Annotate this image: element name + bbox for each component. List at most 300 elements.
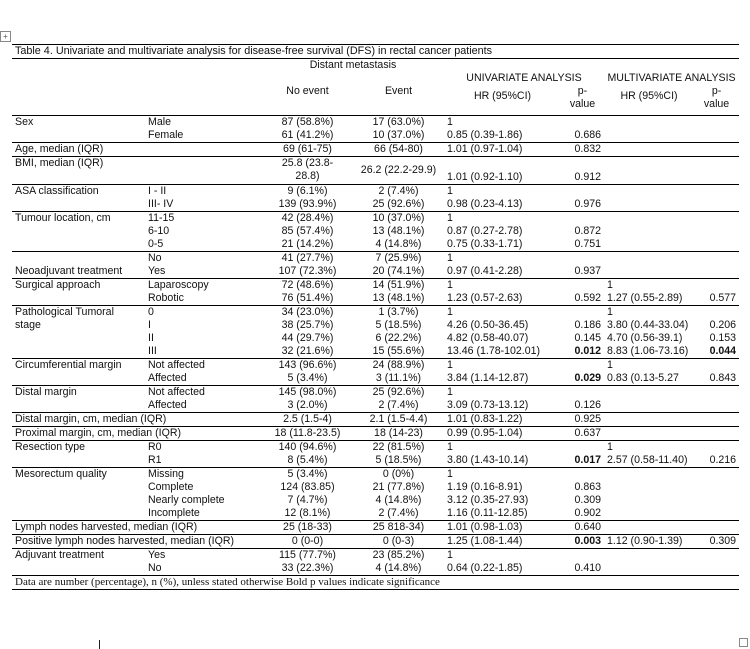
category-cell: Affected [148, 398, 187, 411]
no-event-cell: 41 (27.7%) [262, 251, 353, 265]
table-row [12, 115, 739, 129]
table-row [12, 358, 739, 372]
uni-p-cell: 0.637 [561, 426, 604, 440]
univariate-header: UNIVARIATE ANALYSIS [466, 72, 582, 84]
event-cell: 10 (37.0%) [372, 128, 425, 141]
uni-hr-cell: 4.82 (0.58-40.07) [447, 331, 529, 344]
event-cell: 5 (18.5%) [375, 318, 422, 331]
variable-cell [12, 372, 145, 386]
uni-hr-cell: 1 [444, 115, 561, 129]
table-row [12, 198, 739, 212]
variable-cell: Pathological Tumoral [12, 305, 145, 319]
uni-p-cell: 0.912 [561, 156, 604, 184]
variable-cell: Neoadjuvant treatment [15, 264, 123, 277]
uni-hr-cell: 0.85 (0.39-1.86) [447, 128, 523, 141]
uni-p-cell: 0.003 [561, 534, 604, 548]
uni-hr-cell: 0.75 (0.33-1.71) [447, 237, 523, 250]
uni-p-cell: 0.410 [574, 561, 601, 574]
multi-hr-cell [604, 184, 694, 198]
table-caption: Table 4. Univariate and multivariate analysis for disease-free survival (DFS) in rectal cancer patients [12, 45, 739, 59]
multi-hr-cell: 8.83 (1.06-73.16) [607, 344, 689, 357]
multi-hr-cell [604, 198, 694, 212]
multi-p-cell [694, 399, 739, 413]
uni-p-cell: 0.686 [574, 128, 601, 141]
event-cell: 7 (25.9%) [353, 251, 444, 265]
table-row [12, 412, 739, 426]
no-event-cell: 76 (51.4%) [281, 291, 334, 304]
event-cell: 21 (77.8%) [372, 480, 425, 493]
multi-p-cell [694, 440, 739, 454]
table-row [12, 319, 739, 332]
uni-hr-cell: 1.01 (0.98-1.03) [444, 520, 561, 534]
event-cell: 17 (63.0%) [353, 115, 444, 129]
uni-hr-cell: 1 [444, 251, 561, 265]
no-event-cell: 34 (23.0%) [262, 305, 353, 319]
multi-p-cell [694, 507, 739, 521]
variable-cell: Surgical approach [12, 278, 145, 292]
uni-p-cell [561, 358, 604, 372]
event-cell: 25 (92.6%) [353, 385, 444, 399]
variable-cell [12, 345, 145, 359]
no-event-cell: 140 (94.6%) [262, 440, 353, 454]
multi-p-cell [694, 265, 739, 279]
uni-p-cell [561, 184, 604, 198]
uni-p-cell: 0.976 [574, 197, 601, 210]
multi-hr-cell: 0.83 (0.13-5.27 [607, 371, 679, 384]
table-row [12, 278, 739, 292]
event-cell: 14 (51.9%) [353, 278, 444, 292]
no-event-cell: 72 (48.6%) [262, 278, 353, 292]
table-row [12, 292, 739, 306]
table-row [12, 251, 739, 265]
event-cell: 20 (74.1%) [372, 264, 425, 277]
multi-p-cell [694, 358, 739, 372]
no-event-cell: 124 (83.85) [280, 480, 335, 493]
multi-p-cell [694, 426, 739, 440]
uni-p-cell: 0.592 [574, 291, 601, 304]
uni-hr-cell: 4.26 (0.50-36.45) [447, 318, 529, 331]
category-cell: II [148, 331, 154, 344]
multi-p-cell: 0.843 [709, 371, 737, 384]
multi-hr-cell [604, 251, 694, 265]
table-move-handle[interactable]: + [0, 31, 11, 42]
uni-p-cell [561, 548, 604, 562]
uni-hr-cell: 1.16 (0.11-12.85) [447, 506, 528, 519]
uni-p-cell [561, 278, 604, 292]
event-cell: 24 (88.9%) [353, 358, 444, 372]
table-row [12, 562, 739, 576]
uni-p-cell [561, 305, 604, 319]
uni-hr-cell: 1 [444, 184, 561, 198]
uni-p-cell: 0.925 [561, 412, 604, 426]
uni-p-cell [561, 115, 604, 129]
event-cell: 23 (85.2%) [353, 548, 444, 562]
variable-cell [12, 399, 145, 413]
multi-p-cell: 0.153 [709, 331, 737, 344]
category-cell: No [145, 251, 262, 265]
text-cursor [99, 640, 100, 649]
multi-hr-cell [604, 238, 694, 252]
no-event-cell: 8 (5.4%) [287, 453, 328, 466]
category-cell: R1 [148, 453, 162, 466]
variable-cell: Sex [12, 115, 145, 129]
no-event-cell: 25 (18-33) [262, 520, 353, 534]
table-row [12, 238, 739, 252]
no-event-cell: 61 (41.2%) [281, 128, 334, 141]
multi-hr-cell [604, 412, 694, 426]
category-cell: Not affected [145, 358, 262, 372]
event-cell: 1 (3.7%) [353, 305, 444, 319]
no-event-cell: 12 (8.1%) [284, 506, 331, 519]
multi-hr-cell: 1.12 (0.90-1.39) [604, 534, 694, 548]
category-cell: 6-10 [148, 224, 170, 237]
uni-hr-cell: 1.19 (0.16-8.91) [447, 480, 523, 493]
no-event-header: No event [286, 85, 329, 97]
uni-p-cell: 0.937 [574, 264, 601, 277]
category-cell: Nearly complete [148, 493, 225, 506]
category-cell: No [148, 561, 162, 574]
no-event-cell: 38 (25.7%) [281, 318, 334, 331]
category-cell: 0 [145, 305, 262, 319]
no-event-cell: 25.8 (23.8- 28.8) [262, 156, 353, 184]
no-event-cell: 115 (77.7%) [262, 548, 353, 562]
uni-hr-cell: 1.25 (1.08-1.44) [444, 534, 561, 548]
variable-cell: Tumour location, cm [12, 211, 145, 225]
uni-p-cell: 0.872 [574, 224, 601, 237]
table-row [12, 332, 739, 345]
uni-hr-cell: 1 [444, 467, 561, 481]
table-row [12, 372, 739, 386]
variable-cell: Resection type [12, 440, 145, 454]
uni-hr-cell: 1 [444, 305, 561, 319]
table-row [12, 454, 739, 468]
event-cell: 22 (81.5%) [353, 440, 444, 454]
uni-hr-cell: 1 [444, 385, 561, 399]
uni-hr-cell: 1.01 (0.92-1.10) [444, 156, 561, 184]
table-row [12, 142, 739, 156]
event-cell: 5 (18.5%) [375, 453, 422, 466]
no-event-cell: 44 (29.7%) [281, 331, 334, 344]
multi-hr-cell: 3.80 (0.44-33.04) [607, 318, 689, 331]
no-event-cell: 0 (0-0) [262, 534, 353, 548]
variable-cell: ASA classification [12, 184, 145, 198]
event-cell: 13 (48.1%) [372, 224, 425, 237]
table-row [12, 265, 739, 279]
uni-hr-cell: 1 [444, 548, 561, 562]
multi-hr-cell [604, 467, 694, 481]
uni-p-cell [561, 385, 604, 399]
event-cell: 0 (0%) [353, 467, 444, 481]
variable-cell: stage [15, 318, 41, 331]
no-event-cell: 5 (3.4%) [287, 371, 328, 384]
category-cell: Yes [145, 548, 262, 562]
event-cell: 18 (14-23) [353, 426, 444, 440]
uni-hr-cell: 3.84 (1.14-12.87) [447, 371, 529, 384]
multi-hr-cell [604, 142, 694, 156]
event-cell: 25 818-34) [353, 520, 444, 534]
category-cell: Affected [148, 371, 187, 384]
category-cell: III [148, 344, 157, 357]
table-row [12, 399, 739, 413]
event-cell: 4 (14.8%) [375, 493, 422, 506]
category-cell: I - II [145, 184, 262, 198]
multi-hr-cell [604, 562, 694, 576]
table-row [12, 305, 739, 319]
distant-metastasis-header: Distant metastasis [309, 59, 397, 71]
multi-hr-cell: 1 [604, 278, 694, 292]
event-cell: 10 (37.0%) [353, 211, 444, 225]
category-cell: Robotic [148, 291, 184, 304]
category-cell: R0 [145, 440, 262, 454]
no-event-cell: 42 (28.4%) [262, 211, 353, 225]
uni-p-cell: 0.012 [574, 344, 601, 357]
event-cell: 13 (48.1%) [372, 291, 425, 304]
event-cell: 2 (7.4%) [378, 398, 419, 411]
table-row [12, 507, 739, 521]
multi-hr-cell: 1 [604, 305, 694, 319]
multi-hr-cell [604, 385, 694, 399]
category-cell: I [148, 318, 151, 331]
multi-hr-cell [604, 426, 694, 440]
table-row [12, 426, 739, 440]
multi-hr-cell: 1 [604, 358, 694, 372]
variable-cell: Age, median (IQR) [12, 142, 262, 156]
multi-hr-cell [604, 115, 694, 129]
uni-hr-cell: 1 [444, 440, 561, 454]
uni-hr-cell: 1 [444, 211, 561, 225]
category-cell: Yes [148, 264, 166, 277]
uni-p-cell: 0.863 [574, 480, 601, 493]
event-header: Event [384, 85, 413, 97]
uni-p-cell: 0.309 [574, 493, 601, 506]
uni-hr-cell: 0.87 (0.27-2.78) [447, 224, 523, 237]
multi-p-cell [694, 481, 739, 494]
no-event-cell: 7 (4.7%) [287, 493, 328, 506]
event-cell: 0 (0-3) [353, 534, 444, 548]
uni-hr-cell: 0.97 (0.41-2.28) [447, 264, 523, 277]
event-cell: 15 (55.6%) [372, 344, 425, 357]
uni-hr-header: HR (95%CI) [473, 90, 532, 102]
multi-p-cell [694, 520, 739, 534]
variable-cell: BMI, median (IQR) [12, 156, 262, 184]
multi-hr-cell: 1.27 (0.55-2.89) [607, 291, 683, 304]
multi-p-cell [694, 412, 739, 426]
multi-p-cell [694, 305, 739, 319]
table-resize-handle[interactable] [739, 638, 748, 647]
variable-cell [12, 129, 145, 143]
no-event-cell: 32 (21.6%) [281, 344, 334, 357]
multi-p-cell: 0.044 [709, 344, 737, 357]
table-row [12, 184, 739, 198]
variable-cell: Distal margin [12, 385, 145, 399]
multi-hr-cell: 2.57 (0.58-11.40) [607, 453, 688, 466]
uni-p-cell: 0.017 [574, 453, 601, 466]
no-event-cell: 33 (22.3%) [281, 561, 334, 574]
category-cell: 11-15 [145, 211, 262, 225]
table-row [12, 481, 739, 494]
variable-cell: Proximal margin, cm, median (IQR) [12, 426, 262, 440]
multi-hr-cell [604, 481, 694, 494]
event-cell: 2.1 (1.5-4.4) [353, 412, 444, 426]
no-event-cell: 3 (2.0%) [287, 398, 328, 411]
multi-p-cell [694, 184, 739, 198]
no-event-cell: 139 (93.9%) [278, 197, 337, 210]
multi-hr-cell [604, 399, 694, 413]
multi-hr-cell [604, 156, 694, 184]
multi-p-cell [694, 211, 739, 225]
uni-hr-cell: 3.80 (1.43-10.14) [447, 453, 529, 466]
event-cell: 4 (14.8%) [375, 561, 422, 574]
variable-cell [12, 238, 145, 252]
table-footnote: Data are number (percentage), n (%), unless stated otherwise Bold p values indicate significance [12, 575, 739, 589]
category-cell: Laparoscopy [145, 278, 262, 292]
table-row [12, 385, 739, 399]
uni-hr-cell: 0.64 (0.22-1.85) [447, 561, 523, 574]
event-cell: 2 (7.4%) [378, 506, 419, 519]
multi-hr-cell: 1 [604, 440, 694, 454]
category-cell: Missing [145, 467, 262, 481]
multi-hr-cell [604, 265, 694, 279]
table-row [12, 494, 739, 507]
multi-p-cell [694, 548, 739, 562]
uni-p-cell [561, 211, 604, 225]
no-event-cell: 143 (96.6%) [262, 358, 353, 372]
uni-hr-cell: 1.01 (0.97-1.04) [444, 142, 561, 156]
table-row [12, 440, 739, 454]
event-cell: 2 (7.4%) [353, 184, 444, 198]
uni-hr-cell: 13.46 (1.78-102.01) [447, 344, 541, 357]
event-cell: 6 (22.2%) [375, 331, 422, 344]
multi-hr-cell [604, 507, 694, 521]
table-row [12, 520, 739, 534]
event-cell: 3 (11.1%) [375, 371, 422, 384]
uni-hr-cell: 3.12 (0.35-27.93) [447, 493, 529, 506]
multi-hr-cell [604, 548, 694, 562]
category-cell: Incomplete [148, 506, 200, 519]
multi-hr-cell: 4.70 (0.56-39.1) [607, 331, 683, 344]
multi-p-cell [694, 115, 739, 129]
uni-p-cell: 0.126 [574, 398, 601, 411]
variable-cell: Positive lymph nodes harvested, median (IQR) [12, 534, 262, 548]
event-cell: 66 (54-80) [353, 142, 444, 156]
variable-cell [12, 494, 145, 507]
variable-cell: Mesorectum quality [12, 467, 145, 481]
multi-p-cell [694, 156, 739, 184]
variable-cell: Lymph nodes harvested, median (IQR) [12, 520, 262, 534]
variable-cell [12, 198, 145, 212]
multi-p-cell: 0.216 [709, 453, 737, 466]
uni-p-cell: 0.029 [574, 371, 601, 384]
multi-p-cell: 0.577 [709, 291, 737, 304]
multi-hr-cell [604, 225, 694, 238]
multi-p-cell [694, 494, 739, 507]
table-row [12, 345, 739, 359]
no-event-cell: 2.5 (1.5-4) [262, 412, 353, 426]
uni-hr-cell: 1.23 (0.57-2.63) [447, 291, 523, 304]
uni-p-cell [561, 467, 604, 481]
category-cell: 0-5 [148, 237, 164, 250]
uni-p-cell [561, 440, 604, 454]
multi-hr-cell [604, 129, 694, 143]
variable-cell [12, 454, 145, 468]
uni-p-header: p- value [569, 85, 596, 110]
table-row [12, 225, 739, 238]
variable-cell: Adjuvant treatment [12, 548, 145, 562]
no-event-cell: 87 (58.8%) [262, 115, 353, 129]
no-event-cell: 5 (3.4%) [262, 467, 353, 481]
multi-p-cell [694, 129, 739, 143]
no-event-cell: 18 (11.8-23.5) [262, 426, 353, 440]
category-cell: Complete [148, 480, 194, 493]
variable-cell [12, 332, 145, 345]
uni-p-cell: 0.640 [561, 520, 604, 534]
uni-p-cell: 0.145 [574, 331, 601, 344]
variable-cell: Circumferential margin [12, 358, 145, 372]
no-event-cell: 69 (61-75) [262, 142, 353, 156]
table-row [12, 467, 739, 481]
uni-p-cell: 0.186 [574, 318, 601, 331]
dfs-analysis-table [12, 44, 739, 590]
multivariate-header: MULTIVARIATE ANALYSIS [607, 72, 736, 84]
multi-p-cell [694, 562, 739, 576]
no-event-cell: 9 (6.1%) [262, 184, 353, 198]
multi-p-cell [694, 251, 739, 265]
multi-p-cell [694, 225, 739, 238]
table-row [12, 129, 739, 143]
uni-hr-cell: 1 [444, 358, 561, 372]
variable-cell [12, 251, 145, 265]
no-event-cell: 145 (98.0%) [262, 385, 353, 399]
uni-hr-cell: 1.01 (0.83-1.22) [444, 412, 561, 426]
variable-cell [12, 562, 145, 576]
uni-p-cell: 0.832 [561, 142, 604, 156]
uni-hr-cell: 3.09 (0.73-13.12) [447, 398, 529, 411]
category-cell: Male [145, 115, 262, 129]
category-cell: Not affected [145, 385, 262, 399]
multi-p-cell [694, 142, 739, 156]
table-row [12, 156, 739, 184]
multi-p-cell [694, 385, 739, 399]
table-row [12, 548, 739, 562]
uni-p-cell: 0.902 [574, 506, 601, 519]
variable-cell [12, 481, 145, 494]
multi-p-cell [694, 238, 739, 252]
no-event-cell: 21 (14.2%) [281, 237, 334, 250]
uni-p-cell: 0.751 [574, 237, 601, 250]
multi-p-cell: 0.309 [694, 534, 739, 548]
uni-hr-cell: 0.99 (0.95-1.04) [444, 426, 561, 440]
event-cell: 26.2 (22.2-29.9) [353, 156, 444, 184]
variable-cell [12, 292, 145, 306]
category-cell: III- IV [148, 197, 174, 210]
multi-p-cell [694, 278, 739, 292]
variable-cell [12, 507, 145, 521]
multi-hr-cell [604, 520, 694, 534]
multi-p-header: p- value [703, 85, 730, 110]
uni-hr-cell: 0.98 (0.23-4.13) [447, 197, 523, 210]
multi-hr-cell [604, 211, 694, 225]
variable-cell [12, 225, 145, 238]
multi-p-cell [694, 467, 739, 481]
event-cell: 25 (92.6%) [372, 197, 425, 210]
variable-cell: Distal margin, cm, median (IQR) [12, 412, 262, 426]
no-event-cell: 107 (72.3%) [278, 264, 337, 277]
event-cell: 4 (14.8%) [375, 237, 422, 250]
no-event-cell: 85 (57.4%) [281, 224, 334, 237]
table-row [12, 211, 739, 225]
uni-p-cell [561, 251, 604, 265]
multi-p-cell [694, 198, 739, 212]
